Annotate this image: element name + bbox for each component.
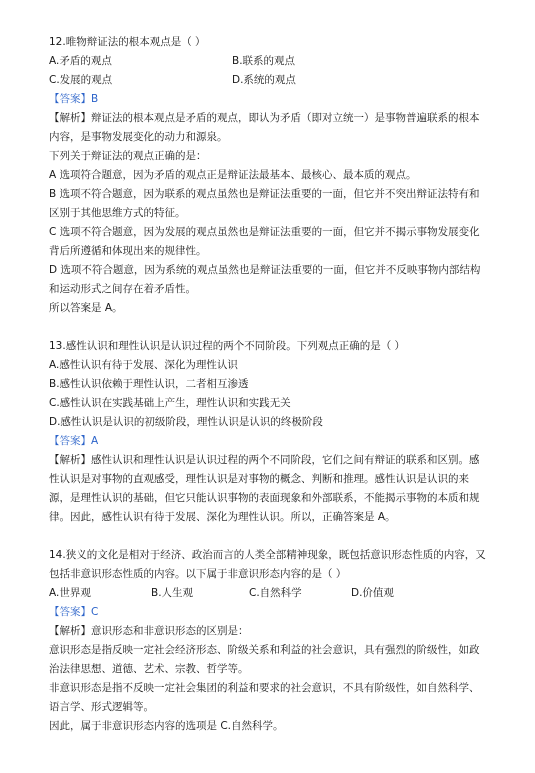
spacer: [49, 318, 489, 337]
option-c: C.自然科学: [249, 587, 302, 599]
option-c: C.感性认识在实践基础上产生，理性认识和实践无关: [49, 397, 291, 409]
option-a: A.感性认识有待于发展、深化为理性认识: [49, 359, 238, 371]
options-row: [49, 52, 489, 71]
analysis-paragraph: 意识形态是指反映一定社会经济形态、阶级关系和利益的社会意识，具有强烈的阶级性，如政治法律思想、道德、艺术、宗教、哲学等。: [49, 644, 480, 675]
option-b: B.感性认识依赖于理性认识，二者相互渗透: [49, 378, 249, 390]
option-b: B.联系的观点: [232, 55, 296, 67]
analysis-paragraph: 【解析】辩证法的根本观点是矛盾的观点，即认为矛盾（即对立统一）是事物普遍联系的根本内容，是事物发展变化的动力和源泉。: [49, 112, 480, 143]
option-d: D.价值观: [351, 587, 394, 599]
analysis-paragraph: D 选项不符合题意，因为系统的观点虽然也是辩证法重要的一面，但它并不反映事物内部结构和运动形式之间存在着矛盾性。: [49, 264, 481, 295]
question-12: [49, 33, 489, 318]
options-row: [49, 584, 489, 603]
answer-label: 【答案】A: [49, 435, 99, 447]
question-stem: 14.狭义的文化是相对于经济、政治而言的人类全部精神现象，既包括意识形态性质的内容，又包括非意识形态性质的内容。以下属于非意识形态内容的是（ ）: [49, 549, 486, 580]
question-14: [49, 546, 489, 736]
analysis-paragraph: 【解析】意识形态和非意识形态的区别是：: [49, 625, 249, 637]
document-page: [49, 33, 489, 736]
analysis-paragraph: 所以答案是 A。: [49, 302, 123, 314]
option-a: A.世界观: [49, 587, 91, 599]
analysis-paragraph: B 选项不符合题意，因为联系的观点虽然也是辩证法重要的一面，但它并不突出辩证法特有和区别于其他思维方式的特征。: [49, 188, 480, 219]
analysis-paragraph: 非意识形态是指不反映一定社会集团的利益和要求的社会意识，不具有阶级性，如自然科学、语言学、形式逻辑等。: [49, 682, 480, 713]
option-d: D.系统的观点: [232, 74, 296, 86]
option-d: D.感性认识是认识的初级阶段，理性认识是认识的终极阶段: [49, 416, 323, 428]
question-stem: 12.唯物辩证法的根本观点是（ ）: [49, 36, 206, 48]
option-a: A.矛盾的观点: [49, 55, 112, 67]
answer-label: 【答案】B: [49, 93, 99, 105]
option-c: C.发展的观点: [49, 74, 113, 86]
analysis-paragraph: 下列关于辩证法的观点正确的是：: [49, 150, 207, 162]
analysis-paragraph: 因此，属于非意识形态内容的选项是 C.自然科学。: [49, 720, 284, 732]
analysis-paragraph: A 选项符合题意，因为矛盾的观点正是辩证法最基本、最核心、最本质的观点。: [49, 169, 417, 181]
analysis-paragraph: 【解析】感性认识和理性认识是认识过程的两个不同阶段，它们之间有辩证的联系和区别。感性认识是对事物的直观感受，理性认识是对事物的概念、判断和推理。感性认识是认识的来源，是理性认识的基础，但它只能认识事物的表面现象和外部联系，不能揭示事物的本质和规律。因此，感性认识有待于发展、深化为理性认识。所以，正确答案是 A。: [49, 454, 480, 523]
options-row: [49, 71, 489, 90]
question-stem: 13.感性认识和理性认识是认识过程的两个不同阶段。下列观点正确的是（ ）: [49, 340, 406, 352]
question-13: [49, 337, 489, 527]
spacer: [49, 527, 489, 546]
option-b: B.人生观: [151, 587, 194, 599]
analysis-paragraph: C 选项不符合题意，因为发展的观点虽然也是辩证法重要的一面，但它并不揭示事物发展变化背后所遵循和体现出来的规律性。: [49, 226, 480, 257]
answer-label: 【答案】C: [49, 606, 99, 618]
